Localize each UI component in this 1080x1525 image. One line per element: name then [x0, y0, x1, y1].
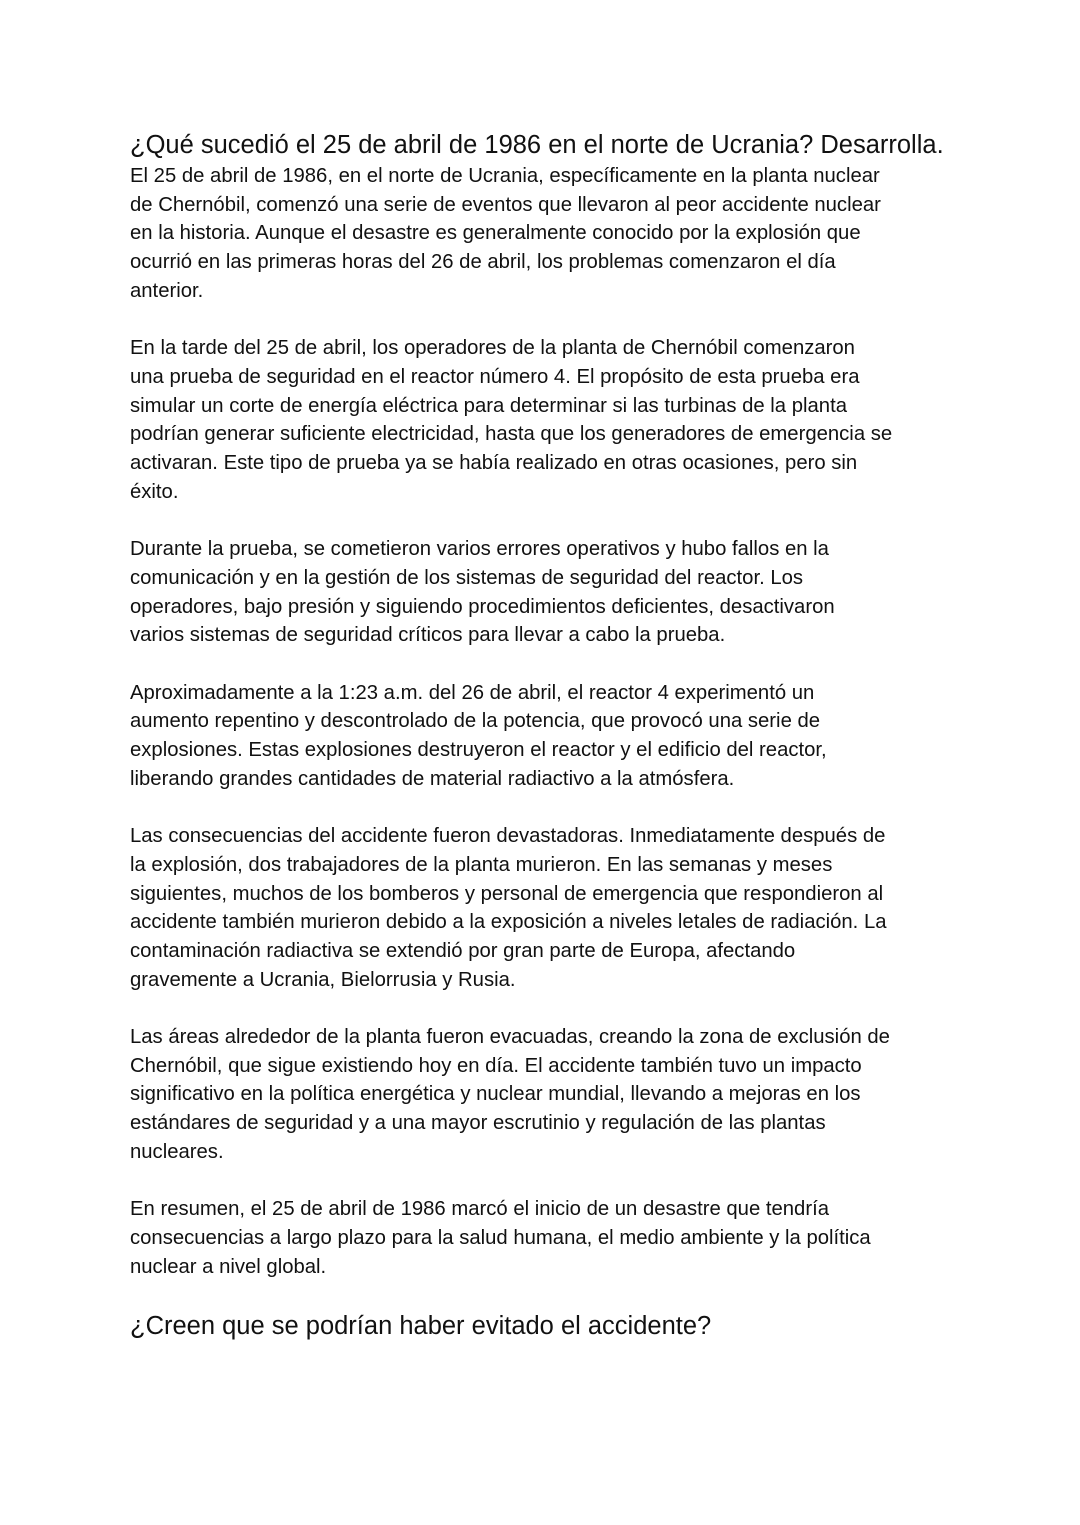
text-line: activaran. Este tipo de prueba ya se había realizado en otras ocasiones, pero sin: [130, 452, 858, 475]
text-line: En la tarde del 25 de abril, los operadores de la planta de Chernóbil comenzaron: [130, 337, 855, 360]
text-line: una prueba de seguridad en el reactor número 4. El propósito de esta prueba era: [130, 365, 860, 388]
paragraph-1: [130, 162, 960, 306]
text-line: contaminación radiactiva se extendió por gran parte de Europa, afectando: [130, 939, 796, 962]
text-line: podrían generar suficiente electricidad, hasta que los generadores de emergencia se: [130, 423, 893, 446]
text-line: en la historia. Aunque el desastre es generalmente conocido por la explosión que: [130, 222, 861, 245]
text-line: El 25 de abril de 1986, en el norte de Ucrania, específicamente en la planta nuclear: [130, 165, 880, 187]
text-line: Las áreas alrededor de la planta fueron evacuadas, creando la zona de exclusión de: [130, 1026, 890, 1049]
text-line: nuclear a nivel global.: [130, 1255, 327, 1278]
text-line: Las consecuencias del accidente fueron devastadoras. Inmediatamente después de: [130, 825, 886, 848]
text-line: éxito.: [130, 480, 179, 503]
text-line: aumento repentino y descontrolado de la potencia, que provocó una serie de: [130, 710, 821, 733]
paragraph-3: [130, 535, 960, 650]
text-line: anterior.: [130, 279, 204, 302]
document-page: [130, 128, 960, 1343]
question-heading-1: ¿Qué sucedió el 25 de abril de 1986 en el norte de Ucrania? Desarrolla.: [130, 131, 944, 159]
text-line: varios sistemas de seguridad críticos para llevar a cabo la prueba.: [130, 624, 726, 647]
paragraph-4: [130, 679, 960, 794]
text-line: En resumen, el 25 de abril de 1986 marcó el inicio de un desastre que tendría: [130, 1198, 830, 1221]
text-line: comunicación y en la gestión de los sistemas de seguridad del reactor. Los: [130, 566, 804, 589]
text-line: operadores, bajo presión y siguiendo procedimientos deficientes, desactivaron: [130, 595, 835, 618]
text-line: accidente también murieron debido a la exposición a niveles letales de radiación. La: [130, 911, 887, 934]
paragraph-6: [130, 1023, 960, 1167]
text-line: gravemente a Ucrania, Bielorrusia y Rusia.: [130, 968, 516, 991]
text-line: siguientes, muchos de los bomberos y personal de emergencia que respondieron al: [130, 882, 884, 905]
text-line: la explosión, dos trabajadores de la planta murieron. En las semanas y meses: [130, 853, 833, 876]
paragraph-7: [130, 1195, 960, 1281]
text-line: significativo en la política energética y nuclear mundial, llevando a mejoras en los: [130, 1083, 861, 1106]
text-line: simular un corte de energía eléctrica para determinar si las turbinas de la planta: [130, 394, 847, 417]
text-line: de Chernóbil, comenzó una serie de eventos que llevaron al peor accidente nuclear: [130, 193, 881, 216]
paragraph-5: [130, 822, 960, 994]
paragraph-2: [130, 334, 960, 506]
text-line: liberando grandes cantidades de material radiactivo a la atmósfera.: [130, 767, 735, 790]
question-heading-2: ¿Creen que se podrían haber evitado el accidente?: [130, 1312, 712, 1341]
text-line: Chernóbil, que sigue existiendo hoy en día. El accidente también tuvo un impacto: [130, 1054, 862, 1077]
text-line: Aproximadamente a la 1:23 a.m. del 26 de abril, el reactor 4 experimentó un: [130, 681, 815, 704]
text-line: explosiones. Estas explosiones destruyeron el reactor y el edificio del reactor,: [130, 739, 827, 762]
text-line: estándares de seguridad y a una mayor escrutinio y regulación de las plantas: [130, 1112, 826, 1135]
text-line: Durante la prueba, se cometieron varios errores operativos y hubo fallos en la: [130, 538, 829, 561]
text-line: ocurrió en las primeras horas del 26 de abril, los problemas comenzaron el día: [130, 251, 836, 274]
text-line: nucleares.: [130, 1140, 224, 1163]
text-line: consecuencias a largo plazo para la salud humana, el medio ambiente y la política: [130, 1226, 871, 1249]
